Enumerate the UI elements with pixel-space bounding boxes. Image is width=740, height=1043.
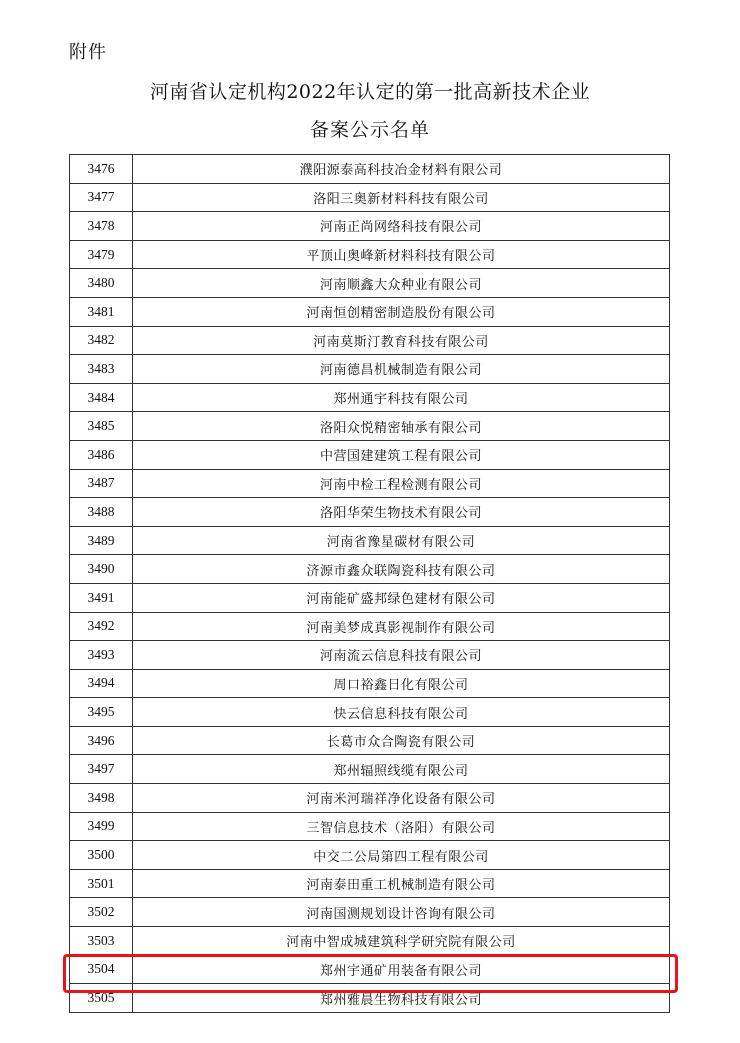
table-row bbox=[70, 526, 670, 555]
row-number: 3487 bbox=[70, 469, 133, 498]
row-number: 3482 bbox=[70, 326, 133, 355]
row-number: 3504 bbox=[70, 955, 133, 984]
company-name: 河南莫斯汀教育科技有限公司 bbox=[133, 326, 670, 355]
row-number: 3480 bbox=[70, 269, 133, 298]
row-number: 3495 bbox=[70, 698, 133, 727]
company-roster-table bbox=[69, 154, 670, 1013]
company-name: 洛阳众悦精密轴承有限公司 bbox=[133, 412, 670, 441]
table-row bbox=[70, 583, 670, 612]
table-row bbox=[70, 984, 670, 1013]
company-name: 河南顺鑫大众种业有限公司 bbox=[133, 269, 670, 298]
company-name: 河南恒创精密制造股份有限公司 bbox=[133, 297, 670, 326]
table-row bbox=[70, 240, 670, 269]
company-name: 郑州雅晨生物科技有限公司 bbox=[133, 984, 670, 1013]
company-name: 河南省豫星碳材有限公司 bbox=[133, 526, 670, 555]
row-number: 3500 bbox=[70, 841, 133, 870]
row-number: 3491 bbox=[70, 583, 133, 612]
table-row bbox=[70, 412, 670, 441]
row-number: 3494 bbox=[70, 669, 133, 698]
company-name: 河南米河瑞祥净化设备有限公司 bbox=[133, 784, 670, 813]
table-row bbox=[70, 641, 670, 670]
table-row bbox=[70, 269, 670, 298]
row-number: 3501 bbox=[70, 869, 133, 898]
table-row bbox=[70, 297, 670, 326]
company-name: 河南流云信息科技有限公司 bbox=[133, 641, 670, 670]
row-number: 3499 bbox=[70, 812, 133, 841]
company-name: 洛阳华荣生物技术有限公司 bbox=[133, 498, 670, 527]
table-row bbox=[70, 841, 670, 870]
company-name: 河南正尚网络科技有限公司 bbox=[133, 212, 670, 241]
row-number: 3493 bbox=[70, 641, 133, 670]
company-name: 济源市鑫众联陶瓷科技有限公司 bbox=[133, 555, 670, 584]
row-number: 3485 bbox=[70, 412, 133, 441]
row-number: 3479 bbox=[70, 240, 133, 269]
company-name: 快云信息科技有限公司 bbox=[133, 698, 670, 727]
company-name: 河南能矿盛邦绿色建材有限公司 bbox=[133, 583, 670, 612]
row-number: 3505 bbox=[70, 984, 133, 1013]
table-row bbox=[70, 383, 670, 412]
table-row bbox=[70, 726, 670, 755]
company-name: 三智信息技术（洛阳）有限公司 bbox=[133, 812, 670, 841]
row-number: 3484 bbox=[70, 383, 133, 412]
company-name: 河南国测规划设计咨询有限公司 bbox=[133, 898, 670, 927]
row-number: 3488 bbox=[70, 498, 133, 527]
table-row bbox=[70, 355, 670, 384]
table-row bbox=[70, 555, 670, 584]
row-number: 3492 bbox=[70, 612, 133, 641]
company-name: 河南德昌机械制造有限公司 bbox=[133, 355, 670, 384]
company-name: 平顶山奥峰新材料科技有限公司 bbox=[133, 240, 670, 269]
row-number: 3497 bbox=[70, 755, 133, 784]
company-name: 中交二公局第四工程有限公司 bbox=[133, 841, 670, 870]
company-name: 郑州通宇科技有限公司 bbox=[133, 383, 670, 412]
company-name: 郑州宇通矿用装备有限公司 bbox=[133, 955, 670, 984]
table-row bbox=[70, 612, 670, 641]
table-row bbox=[70, 755, 670, 784]
company-name: 河南中检工程检测有限公司 bbox=[133, 469, 670, 498]
table-row bbox=[70, 440, 670, 469]
table-row bbox=[70, 927, 670, 956]
row-number: 3498 bbox=[70, 784, 133, 813]
row-number: 3478 bbox=[70, 212, 133, 241]
company-name: 洛阳三奥新材料科技有限公司 bbox=[133, 183, 670, 212]
table-row bbox=[70, 212, 670, 241]
document-subtitle: 备案公示名单 bbox=[309, 119, 430, 141]
table-row bbox=[70, 469, 670, 498]
company-name: 河南中智成城建筑科学研究院有限公司 bbox=[133, 927, 670, 956]
document-title: 河南省认定机构2022年认定的第一批高新技术企业 bbox=[149, 81, 591, 103]
row-number: 3477 bbox=[70, 183, 133, 212]
company-name: 河南泰田重工机械制造有限公司 bbox=[133, 869, 670, 898]
table-row bbox=[70, 812, 670, 841]
table-row bbox=[70, 326, 670, 355]
table-row bbox=[70, 869, 670, 898]
row-number: 3481 bbox=[70, 297, 133, 326]
table-row bbox=[70, 183, 670, 212]
company-name: 河南美梦成真影视制作有限公司 bbox=[133, 612, 670, 641]
company-name: 长葛市众合陶瓷有限公司 bbox=[133, 726, 670, 755]
table-row bbox=[70, 155, 670, 184]
table-row bbox=[70, 698, 670, 727]
row-number: 3496 bbox=[70, 726, 133, 755]
row-number: 3476 bbox=[70, 155, 133, 184]
company-name: 周口裕鑫日化有限公司 bbox=[133, 669, 670, 698]
row-number: 3483 bbox=[70, 355, 133, 384]
row-number: 3503 bbox=[70, 927, 133, 956]
row-number: 3489 bbox=[70, 526, 133, 555]
table-row bbox=[70, 669, 670, 698]
table-row bbox=[70, 784, 670, 813]
company-name: 中营国建建筑工程有限公司 bbox=[133, 440, 670, 469]
company-name: 郑州辐照线缆有限公司 bbox=[133, 755, 670, 784]
attachment-label: 附件 bbox=[69, 42, 107, 63]
company-name: 濮阳源泰高科技冶金材料有限公司 bbox=[133, 155, 670, 184]
row-number: 3486 bbox=[70, 440, 133, 469]
row-number: 3490 bbox=[70, 555, 133, 584]
table-row-highlighted bbox=[70, 955, 670, 984]
row-number: 3502 bbox=[70, 898, 133, 927]
table-row bbox=[70, 498, 670, 527]
table-row bbox=[70, 898, 670, 927]
